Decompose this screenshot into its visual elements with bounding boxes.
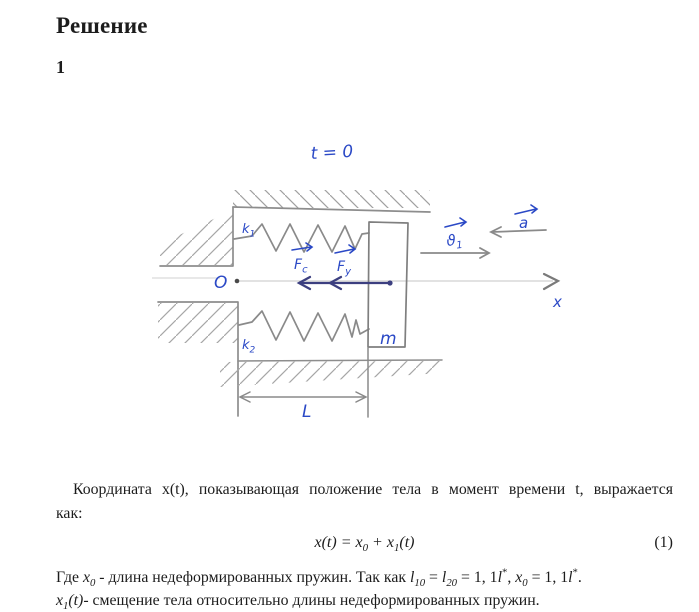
vector-bar-v1 <box>445 218 466 227</box>
time-label: t = 0 <box>310 141 354 164</box>
force-y-label <box>335 245 355 278</box>
x-axis <box>152 274 558 289</box>
equation-row <box>56 534 673 555</box>
paragraph-2: Где $x_0$ - длина недеформированных пружин. Так как $l_{10} = l_{20} = 1$, 1l*, $x_0 = 1$, 1l*. $x_1(t)-$ смещение тела относительно длины недеформированных пружин. <box>56 566 582 612</box>
paragraph-1 <box>56 481 673 523</box>
left-lower-wall-hatch <box>158 303 238 343</box>
spring-k1-label: $k_1$ <box>242 222 256 240</box>
velocity-label <box>445 218 466 252</box>
paragraph-1-line-1: Координата x(t), показывающая положение тела в момент времени t, выражается <box>73 481 673 498</box>
vector-bar-Fy <box>335 245 355 253</box>
svg-text:Fc: $F_c$ <box>294 257 308 276</box>
equation-number: (1) <box>654 534 673 551</box>
force-c-label <box>292 243 312 276</box>
solution-title: Решение <box>56 13 148 38</box>
section-number: 1 <box>56 57 65 77</box>
length-label: L <box>302 402 312 422</box>
svg-text:a: a <box>519 214 529 232</box>
ground-hatch <box>220 361 442 387</box>
left-upper-wall-hatch <box>160 210 233 265</box>
body-point-dot <box>387 280 392 285</box>
top-wall <box>233 190 430 212</box>
force-arrow <box>299 277 393 289</box>
paragraph-1-line-2: как: <box>56 505 83 522</box>
svg-text:ϑ1: $ϑ_1$ <box>445 231 464 252</box>
spring-k2 <box>239 311 369 341</box>
equation-1: $x(t) = x_0 + x_1(t)$ <box>314 534 415 555</box>
left-lower-wall <box>158 302 238 416</box>
origin-label: O <box>214 273 228 293</box>
x-axis-label: x <box>553 293 562 311</box>
mass-label: m <box>380 329 397 349</box>
spring-k2-label: $k_2$ <box>242 338 256 356</box>
vector-bar-a <box>515 205 537 214</box>
origin-dot <box>235 279 240 284</box>
acceleration-label <box>515 205 537 232</box>
left-upper-wall <box>160 207 233 266</box>
svg-text:Fy: $F_y$ <box>337 259 351 278</box>
velocity-arrow <box>421 248 489 258</box>
ground <box>220 360 442 387</box>
top-wall-hatch <box>233 190 430 208</box>
